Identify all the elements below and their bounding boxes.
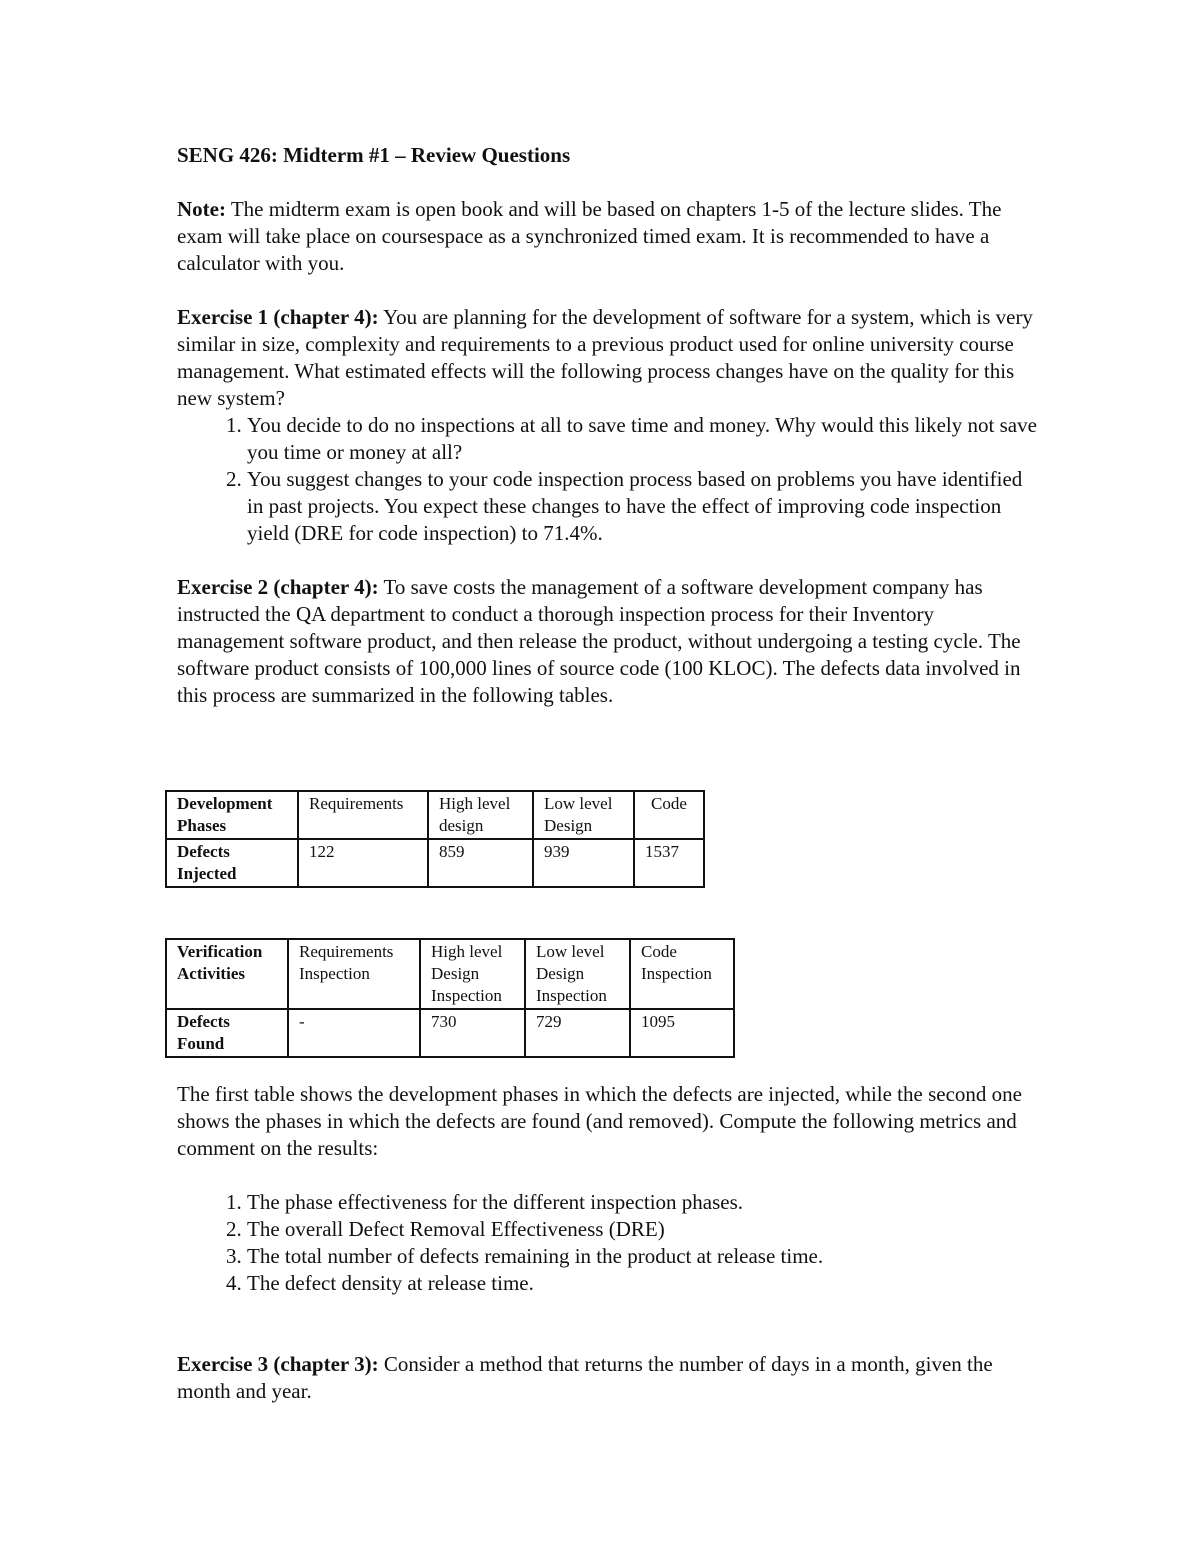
list-item: 4. The defect density at release time.: [247, 1270, 1037, 1297]
table-cell: -: [288, 1009, 420, 1057]
list-item: 3. The total number of defects remaining in the product at release time.: [247, 1243, 1037, 1270]
exercise-3-label: Exercise 3 (chapter 3):: [177, 1352, 379, 1376]
table-cell: 1095: [630, 1009, 734, 1057]
metrics-list: [177, 1189, 1037, 1297]
table-cell: Defects Found: [166, 1009, 288, 1057]
list-item: 1. You decide to do no inspections at all to save time and money. Why would this likely not save you time or money at all?: [247, 412, 1037, 466]
exercise-2-label: Exercise 2 (chapter 4):: [177, 575, 379, 599]
table-cell: Low level Design: [533, 791, 634, 839]
table-row: [166, 839, 704, 887]
note-label: Note:: [177, 197, 226, 221]
table-cell: Requirements Inspection: [288, 939, 420, 1009]
exercise-3-text: Consider a method that returns the number of days in a month, given the month and year.: [177, 1352, 993, 1403]
exercise-2-paragraph: [177, 574, 1037, 709]
table-cell: 939: [533, 839, 634, 887]
exercise-1-label: Exercise 1 (chapter 4):: [177, 305, 379, 329]
exercise-3: [177, 1351, 1037, 1405]
exercise-2-text: To save costs the management of a software development company has instructed the QA department to conduct a thorough inspection process for their Inventory management software product, and then release the product, without undergoing a testing cycle. The software product consists of 100,000 lines of source code (100 KLOC). The defects data involved in this process are summarized in the following tables.: [177, 575, 1021, 707]
exercise-1-intro: [177, 304, 1037, 412]
note-text: The midterm exam is open book and will be based on chapters 1-5 of the lecture slides. The exam will take place on coursespace as a synchronized timed exam. It is recommended to have a calculator with you.: [177, 197, 1002, 275]
list-item: 2. The overall Defect Removal Effectiveness (DRE): [247, 1216, 1037, 1243]
table-cell: 1537: [634, 839, 704, 887]
document-body: [177, 142, 1037, 736]
table-cell: High level Design Inspection: [420, 939, 525, 1009]
table-cell: Code Inspection: [630, 939, 734, 1009]
list-item: 1. The phase effectiveness for the different inspection phases.: [247, 1189, 1037, 1216]
table-cell: Verification Activities: [166, 939, 288, 1009]
after-tables-paragraph: The first table shows the development phases in which the defects are injected, while the second one shows the phases in which the defects are found (and removed). Compute the following metrics and comment on the results:: [177, 1082, 1022, 1160]
table-cell: 122: [298, 839, 428, 887]
after-tables-section: [177, 1081, 1037, 1297]
table-cell: 729: [525, 1009, 630, 1057]
table-cell: Code: [634, 791, 704, 839]
table-cell: 730: [420, 1009, 525, 1057]
table-cell: 859: [428, 839, 533, 887]
exercise-1-text: You are planning for the development of software for a system, which is very similar in size, complexity and requirements to a previous product used for online university course management. What estimated effects will the following process changes have on the quality for this new system?: [177, 305, 1033, 410]
table-cell: Low level Design Inspection: [525, 939, 630, 1009]
defects-injected-table: [165, 790, 705, 888]
note-paragraph: [177, 196, 1037, 277]
table-cell: Development Phases: [166, 791, 298, 839]
exercise-1-list: [177, 412, 1037, 547]
list-item: 2. You suggest changes to your code inspection process based on problems you have identified in past projects. You expect these changes to have the effect of improving code inspection yield (DRE for code inspection) to 71.4%.: [247, 466, 1037, 547]
table-cell: Requirements: [298, 791, 428, 839]
table-row: [166, 791, 704, 839]
page-title: SENG 426: Midterm #1 – Review Questions: [177, 143, 571, 167]
table-cell: Defects Injected: [166, 839, 298, 887]
table-cell: High level design: [428, 791, 533, 839]
table-row: [166, 1009, 734, 1057]
exercise-1: [177, 304, 1037, 547]
defects-found-table: [165, 938, 735, 1058]
table-row: [166, 939, 734, 1009]
